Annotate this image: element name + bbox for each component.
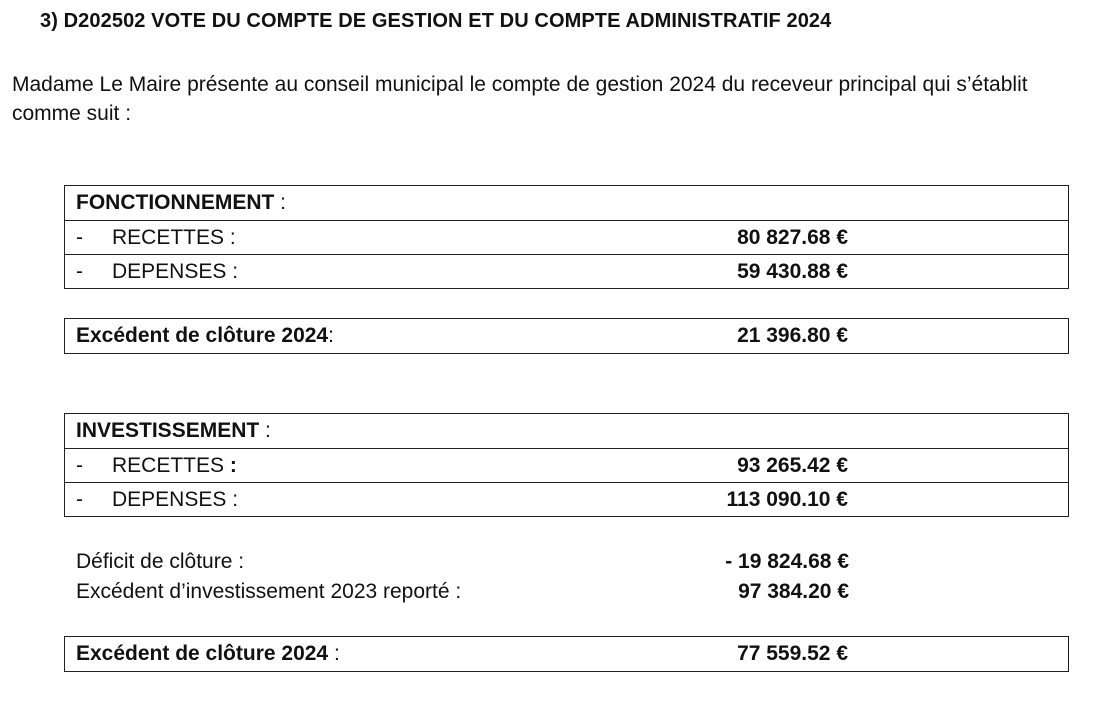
excedent-investissement-row: [65, 637, 1068, 671]
fonctionnement-title-row: [65, 186, 1068, 220]
deficit-label: Déficit de clôture :: [76, 550, 245, 573]
investissement-title-row: [65, 414, 1068, 448]
fonctionnement-title: [76, 186, 286, 219]
report-label: Excédent d’investissement 2023 reporté :: [76, 580, 462, 603]
section-heading: 3) D202502 VOTE DU COMPTE DE GESTION ET DU COMPTE ADMINISTRATIF 2024: [40, 10, 832, 32]
excedent-fonctionnement-label-text: Excédent de clôture 2024: [76, 324, 329, 347]
fonctionnement-title-text: FONCTIONNEMENT: [76, 191, 275, 214]
excedent-investissement-label-text: Excédent de clôture 2024: [76, 642, 329, 665]
excedent-fonctionnement-box: [64, 318, 1069, 354]
investissement-recettes-colon: :: [229, 454, 237, 477]
list-dash: -: [76, 226, 83, 249]
investissement-title-suffix: :: [259, 419, 271, 442]
report-amount: 97 384.20 €: [738, 580, 849, 603]
fonctionnement-depenses-row: [65, 254, 1068, 288]
deficit-amount: - 19 824.68 €: [725, 550, 849, 573]
investissement-table: [64, 413, 1069, 517]
deficit-line: [76, 547, 849, 577]
investissement-recettes-label: [112, 449, 237, 482]
investissement-title: [76, 414, 271, 447]
fonctionnement-recettes-amount: 80 827.68 €: [737, 226, 848, 249]
excedent-investissement-label: [76, 637, 340, 670]
investissement-depenses-amount: 113 090.10 €: [726, 488, 848, 511]
excedent-investissement-box: [64, 636, 1069, 672]
investissement-recettes-row: [65, 448, 1068, 482]
fonctionnement-title-suffix: :: [274, 191, 286, 214]
list-dash: -: [76, 260, 83, 283]
excedent-fonctionnement-row: [65, 319, 1068, 353]
investissement-depenses-label: DEPENSES :: [112, 488, 239, 511]
report-line: [76, 577, 849, 607]
excedent-investissement-label-suffix: :: [328, 642, 340, 665]
excedent-fonctionnement-amount: 21 396.80 €: [737, 324, 848, 347]
excedent-investissement-amount: 77 559.52 €: [737, 642, 848, 665]
investissement-title-text: INVESTISSEMENT: [76, 419, 260, 442]
intro-paragraph: Madame Le Maire présente au conseil municipal le compte de gestion 2024 du receveur principal qui s’établit comme suit :: [12, 73, 1028, 125]
excedent-fonctionnement-label: [76, 319, 334, 352]
investissement-recettes-amount: 93 265.42 €: [737, 454, 848, 477]
fonctionnement-recettes-row: [65, 220, 1068, 254]
fonctionnement-table: [64, 185, 1069, 289]
investissement-depenses-row: [65, 482, 1068, 516]
fonctionnement-recettes-label: RECETTES :: [112, 226, 236, 249]
list-dash: -: [76, 454, 83, 477]
investissement-recettes-label-text: RECETTES: [112, 454, 230, 477]
excedent-fonctionnement-label-suffix: :: [328, 324, 334, 347]
fonctionnement-depenses-label: DEPENSES :: [112, 260, 239, 283]
fonctionnement-depenses-amount: 59 430.88 €: [737, 260, 848, 283]
list-dash: -: [76, 488, 83, 511]
